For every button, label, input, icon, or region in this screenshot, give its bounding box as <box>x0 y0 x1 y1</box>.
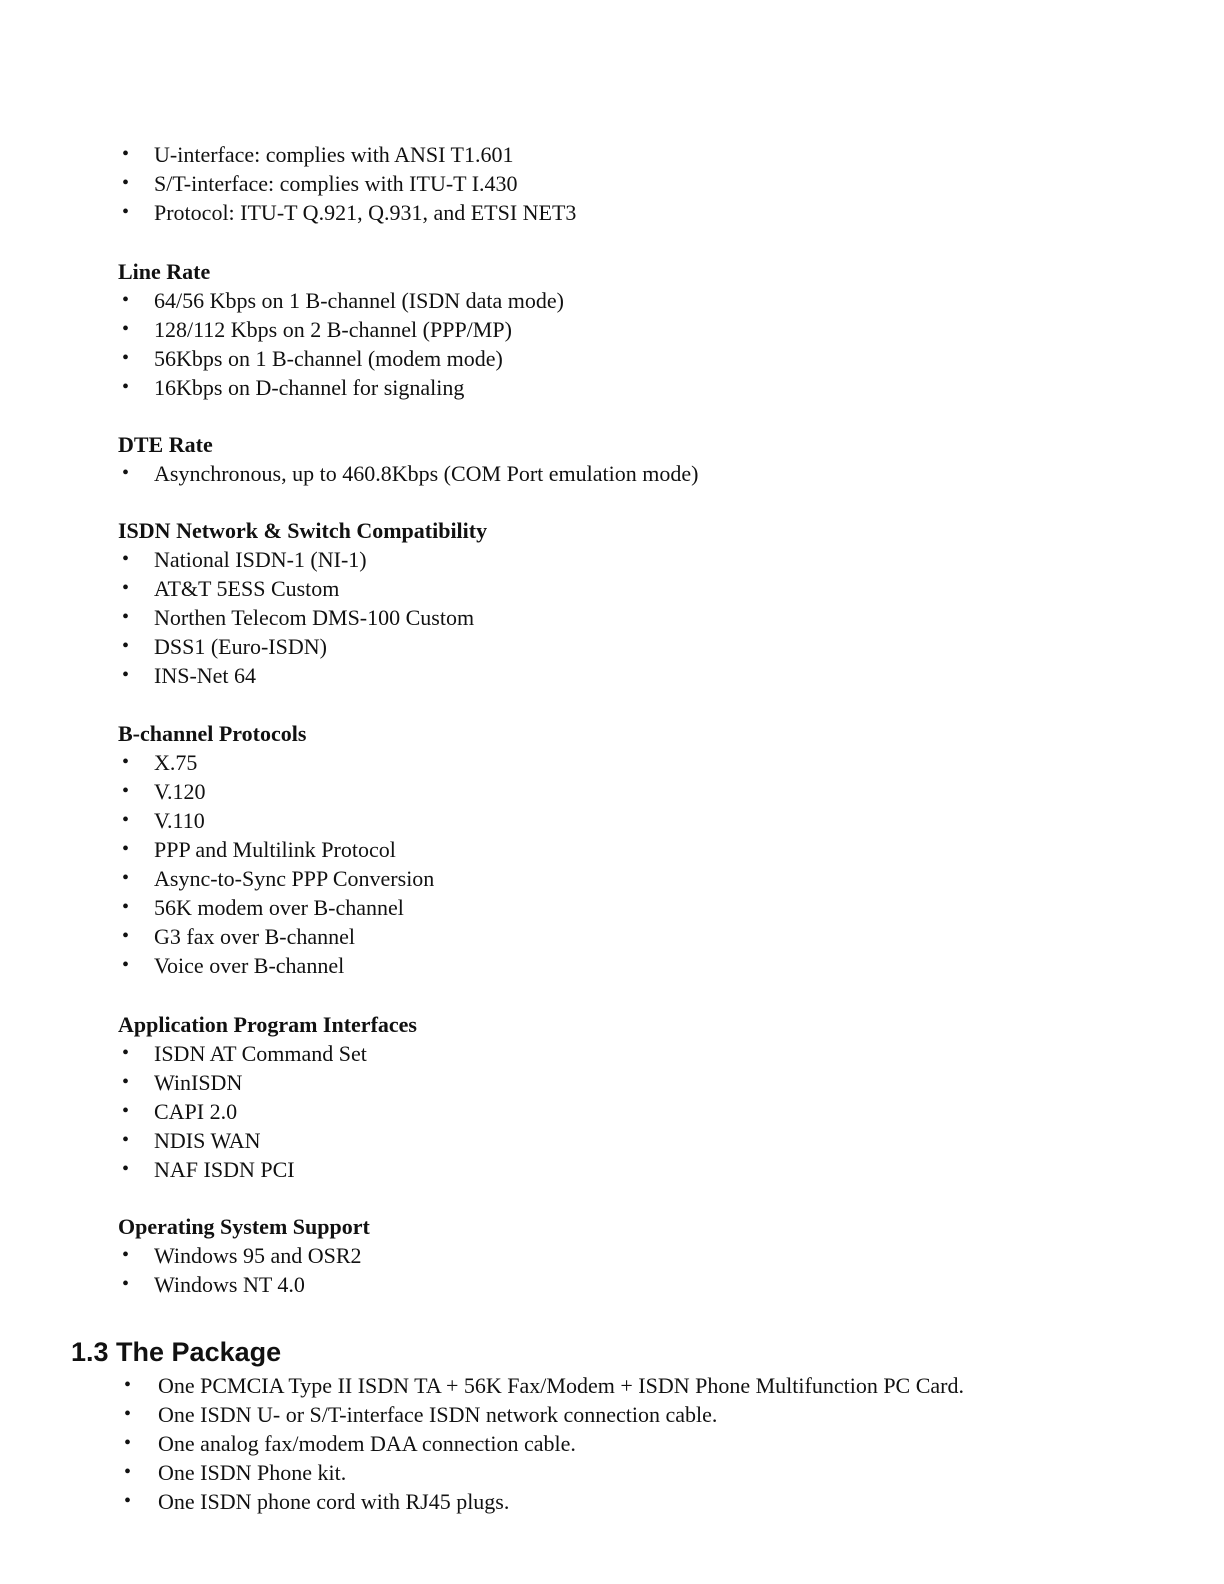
list-item: • Windows 95 and OSR2 <box>118 1241 370 1270</box>
api-heading: Application Program Interfaces <box>118 1012 417 1037</box>
line-rate-list <box>118 286 564 402</box>
list-item: • Windows NT 4.0 <box>118 1270 370 1299</box>
isdn-compat-section <box>118 516 487 690</box>
dte-rate-list <box>118 459 698 488</box>
os-support-list <box>118 1241 370 1299</box>
list-item: • 128/112 Kbps on 2 B-channel (PPP/MP) <box>118 315 564 344</box>
list-item: • S/T-interface: complies with ITU-T I.430 <box>118 169 576 198</box>
list-item: • One PCMCIA Type II ISDN TA + 56K Fax/Modem + ISDN Phone Multifunction PC Card. <box>120 1371 964 1400</box>
isdn-compat-heading: ISDN Network & Switch Compatibility <box>118 518 488 543</box>
list-item: • Async-to-Sync PPP Conversion <box>118 864 434 893</box>
os-support-section <box>118 1212 370 1299</box>
list-item: • WinISDN <box>118 1068 417 1097</box>
list-item: • One ISDN phone cord with RJ45 plugs. <box>120 1487 964 1516</box>
list-item: • 56Kbps on 1 B-channel (modem mode) <box>118 344 564 373</box>
list-item: • 16Kbps on D-channel for signaling <box>118 373 564 402</box>
dte-rate-section <box>118 430 698 488</box>
list-item: • U-interface: complies with ANSI T1.601 <box>118 140 576 169</box>
list-item: • One ISDN U- or S/T-interface ISDN network connection cable. <box>120 1400 964 1429</box>
standards-section <box>118 140 576 227</box>
dte-rate-heading: DTE Rate <box>118 432 213 457</box>
list-item: • AT&T 5ESS Custom <box>118 574 487 603</box>
list-item: • ISDN AT Command Set <box>118 1039 417 1068</box>
isdn-compat-list <box>118 545 487 690</box>
b-channel-section <box>118 719 434 980</box>
list-item: • Asynchronous, up to 460.8Kbps (COM Port emulation mode) <box>118 459 698 488</box>
list-item: • INS-Net 64 <box>118 661 487 690</box>
list-item: • One analog fax/modem DAA connection cable. <box>120 1429 964 1458</box>
list-item: • PPP and Multilink Protocol <box>118 835 434 864</box>
api-list <box>118 1039 417 1184</box>
b-channel-heading: B-channel Protocols <box>118 721 307 746</box>
line-rate-section <box>118 257 564 402</box>
list-item: • X.75 <box>118 748 434 777</box>
list-item: • National ISDN-1 (NI-1) <box>118 545 487 574</box>
list-item: • Voice over B-channel <box>118 951 434 980</box>
list-item: • NDIS WAN <box>118 1126 417 1155</box>
os-support-heading: Operating System Support <box>118 1214 370 1239</box>
list-item: • Protocol: ITU-T Q.921, Q.931, and ETSI NET3 <box>118 198 576 227</box>
package-section <box>120 1371 964 1516</box>
list-item: • DSS1 (Euro-ISDN) <box>118 632 487 661</box>
list-item: • Northen Telecom DMS-100 Custom <box>118 603 487 632</box>
list-item: • One ISDN Phone kit. <box>120 1458 964 1487</box>
standards-list <box>118 140 576 227</box>
b-channel-list <box>118 748 434 980</box>
package-list <box>120 1371 964 1516</box>
package-section-title: 1.3 The Package <box>71 1337 282 1367</box>
list-item: • CAPI 2.0 <box>118 1097 417 1126</box>
list-item: • 64/56 Kbps on 1 B-channel (ISDN data mode) <box>118 286 564 315</box>
line-rate-heading: Line Rate <box>118 259 211 284</box>
list-item: • V.110 <box>118 806 434 835</box>
list-item: • NAF ISDN PCI <box>118 1155 417 1184</box>
list-item: • G3 fax over B-channel <box>118 922 434 951</box>
list-item: • V.120 <box>118 777 434 806</box>
list-item: • 56K modem over B-channel <box>118 893 434 922</box>
api-section <box>118 1010 417 1184</box>
